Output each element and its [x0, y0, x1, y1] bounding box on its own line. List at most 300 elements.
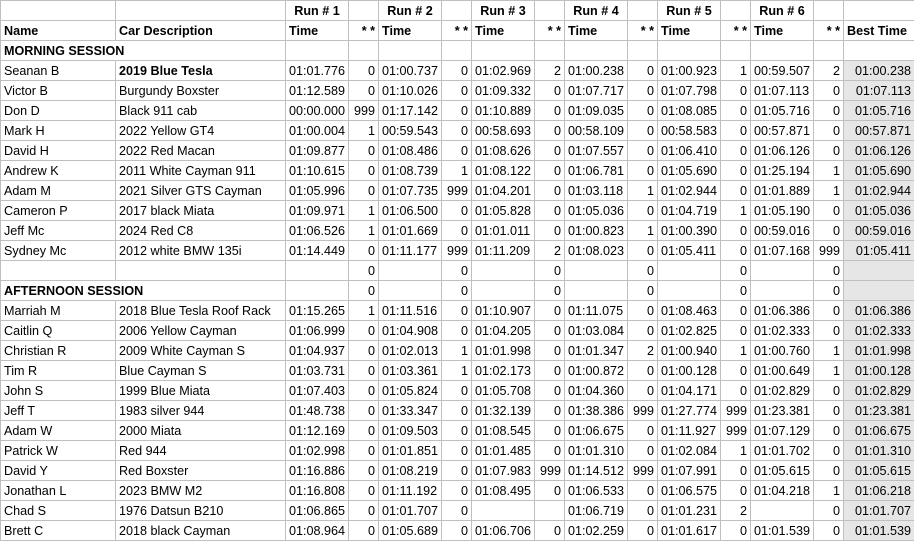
best-time[interactable]: 01:02.944 [844, 181, 914, 201]
car-description[interactable]: 2000 Miata [116, 421, 286, 441]
run-cones[interactable]: 1 [349, 301, 379, 321]
run-cones[interactable]: 0 [535, 261, 565, 281]
run-time[interactable]: 00:58.583 [658, 121, 721, 141]
run-time[interactable] [472, 501, 535, 521]
run-time[interactable]: 01:08.463 [658, 301, 721, 321]
run-time[interactable]: 01:05.708 [472, 381, 535, 401]
run-time[interactable]: 01:08.495 [472, 481, 535, 501]
run-time[interactable]: 01:05.828 [472, 201, 535, 221]
run-time[interactable]: 01:01.347 [565, 341, 628, 361]
run-time[interactable]: 00:59.507 [751, 61, 814, 81]
column-header-car[interactable]: Car Description [116, 21, 286, 41]
column-header-cones[interactable]: * * [442, 21, 472, 41]
run-cones[interactable]: 1 [628, 181, 658, 201]
run-cones[interactable]: 0 [442, 61, 472, 81]
run-time[interactable]: 01:07.798 [658, 81, 721, 101]
run-cones[interactable]: 0 [721, 141, 751, 161]
run-cones[interactable]: 0 [721, 161, 751, 181]
run-cones[interactable]: 0 [814, 121, 844, 141]
run-cones[interactable]: 1 [814, 161, 844, 181]
run-cones[interactable]: 2 [535, 241, 565, 261]
run-cones[interactable]: 0 [814, 281, 844, 301]
car-description[interactable]: Red Boxster [116, 461, 286, 481]
run-time[interactable]: 01:12.589 [286, 81, 349, 101]
run-time[interactable]: 01:00.238 [565, 61, 628, 81]
run-time[interactable]: 01:05.036 [565, 201, 628, 221]
car-description[interactable]: 2011 White Cayman 911 [116, 161, 286, 181]
run-cones[interactable]: 999 [721, 421, 751, 441]
run-cones[interactable]: 0 [721, 261, 751, 281]
best-time[interactable]: 01:01.707 [844, 501, 914, 521]
run-time[interactable]: 01:01.707 [379, 501, 442, 521]
run-time[interactable]: 01:01.617 [658, 521, 721, 541]
best-time[interactable]: 01:05.690 [844, 161, 914, 181]
column-header-time[interactable]: Time [658, 21, 721, 41]
run-cones[interactable]: 0 [442, 501, 472, 521]
run-time[interactable]: 01:01.998 [472, 341, 535, 361]
run-cones[interactable]: 0 [349, 381, 379, 401]
run-time[interactable]: 00:00.000 [286, 101, 349, 121]
run-cones[interactable]: 0 [535, 361, 565, 381]
best-time[interactable]: 01:00.238 [844, 61, 914, 81]
column-header-cones[interactable]: * * [535, 21, 565, 41]
run-time[interactable]: 01:04.171 [658, 381, 721, 401]
run-cones[interactable] [535, 501, 565, 521]
run-time[interactable]: 01:33.347 [379, 401, 442, 421]
run-cones[interactable]: 999 [721, 401, 751, 421]
best-time[interactable]: 01:23.381 [844, 401, 914, 421]
run-time[interactable]: 01:10.615 [286, 161, 349, 181]
run-cones[interactable]: 0 [721, 521, 751, 541]
run-cones[interactable]: 0 [349, 61, 379, 81]
run-time[interactable]: 01:05.615 [751, 461, 814, 481]
run-cones[interactable]: 999 [442, 241, 472, 261]
column-header-cones[interactable]: * * [349, 21, 379, 41]
car-description[interactable]: 2023 BMW M2 [116, 481, 286, 501]
run-cones[interactable]: 0 [721, 381, 751, 401]
run-cones[interactable]: 0 [814, 101, 844, 121]
run-cones[interactable]: 0 [628, 101, 658, 121]
column-header-cones[interactable]: * * [814, 21, 844, 41]
run-time[interactable]: 01:00.823 [565, 221, 628, 241]
run-cones[interactable]: 0 [442, 321, 472, 341]
run-cones[interactable]: 0 [814, 301, 844, 321]
run-time[interactable]: 01:04.908 [379, 321, 442, 341]
run-cones[interactable]: 0 [442, 381, 472, 401]
car-description[interactable]: 2009 White Cayman S [116, 341, 286, 361]
run-cones[interactable]: 0 [814, 221, 844, 241]
run-cones[interactable]: 0 [349, 421, 379, 441]
run-time[interactable]: 01:05.411 [658, 241, 721, 261]
run-time[interactable]: 01:08.626 [472, 141, 535, 161]
driver-name[interactable]: Marriah M [1, 301, 116, 321]
run-header[interactable]: Run # 1 [286, 1, 349, 21]
driver-name[interactable]: Don D [1, 101, 116, 121]
run-cones[interactable]: 0 [349, 501, 379, 521]
run-time[interactable]: 00:57.871 [751, 121, 814, 141]
run-time[interactable]: 01:00.940 [658, 341, 721, 361]
run-cones[interactable]: 0 [349, 281, 379, 301]
run-time[interactable]: 01:01.485 [472, 441, 535, 461]
run-time[interactable]: 01:02.969 [472, 61, 535, 81]
run-time[interactable]: 01:06.675 [565, 421, 628, 441]
best-time[interactable]: 01:01.539 [844, 521, 914, 541]
run-time[interactable]: 01:01.310 [565, 441, 628, 461]
run-cones[interactable]: 0 [721, 181, 751, 201]
driver-name[interactable]: Victor B [1, 81, 116, 101]
run-cones[interactable]: 0 [349, 481, 379, 501]
run-header[interactable]: Run # 5 [658, 1, 721, 21]
run-time[interactable]: 01:27.774 [658, 401, 721, 421]
run-time[interactable]: 01:05.190 [751, 201, 814, 221]
run-time[interactable]: 01:02.829 [751, 381, 814, 401]
column-header-time[interactable]: Time [286, 21, 349, 41]
run-cones[interactable]: 0 [628, 261, 658, 281]
run-time[interactable]: 01:06.126 [751, 141, 814, 161]
run-cones[interactable]: 0 [721, 81, 751, 101]
run-time[interactable]: 01:05.996 [286, 181, 349, 201]
run-cones[interactable]: 0 [442, 261, 472, 281]
run-time[interactable]: 01:07.129 [751, 421, 814, 441]
run-time[interactable]: 01:00.737 [379, 61, 442, 81]
best-time[interactable]: 01:05.716 [844, 101, 914, 121]
car-description[interactable]: 1999 Blue Miata [116, 381, 286, 401]
best-time[interactable]: 01:06.675 [844, 421, 914, 441]
run-cones[interactable]: 1 [814, 181, 844, 201]
run-time[interactable]: 01:38.386 [565, 401, 628, 421]
car-description[interactable]: 2024 Red C8 [116, 221, 286, 241]
run-time[interactable]: 01:00.004 [286, 121, 349, 141]
best-time[interactable]: 01:05.036 [844, 201, 914, 221]
run-cones[interactable]: 0 [628, 501, 658, 521]
run-cones[interactable]: 0 [628, 481, 658, 501]
run-cones[interactable]: 0 [535, 141, 565, 161]
column-header-time[interactable]: Time [379, 21, 442, 41]
run-time[interactable]: 01:06.781 [565, 161, 628, 181]
run-cones[interactable]: 1 [349, 121, 379, 141]
run-cones[interactable]: 0 [814, 201, 844, 221]
run-cones[interactable]: 0 [442, 421, 472, 441]
run-time[interactable]: 01:11.192 [379, 481, 442, 501]
run-cones[interactable]: 0 [628, 301, 658, 321]
run-cones[interactable]: 0 [349, 441, 379, 461]
run-time[interactable]: 00:58.693 [472, 121, 535, 141]
car-description[interactable]: 2012 white BMW 135i [116, 241, 286, 261]
run-time[interactable]: 01:02.084 [658, 441, 721, 461]
run-time[interactable]: 01:48.738 [286, 401, 349, 421]
run-header[interactable]: Run # 6 [751, 1, 814, 21]
run-cones[interactable]: 0 [721, 121, 751, 141]
run-cones[interactable]: 0 [349, 321, 379, 341]
run-cones[interactable]: 0 [535, 481, 565, 501]
run-cones[interactable]: 0 [628, 61, 658, 81]
best-time[interactable]: 01:07.113 [844, 81, 914, 101]
run-cones[interactable]: 0 [814, 141, 844, 161]
run-time[interactable]: 00:58.109 [565, 121, 628, 141]
run-cones[interactable]: 0 [535, 341, 565, 361]
run-time[interactable]: 01:15.265 [286, 301, 349, 321]
run-cones[interactable]: 1 [814, 341, 844, 361]
driver-name[interactable]: Adam M [1, 181, 116, 201]
run-cones[interactable]: 0 [535, 181, 565, 201]
run-header[interactable]: Run # 2 [379, 1, 442, 21]
car-description[interactable]: 1983 silver 944 [116, 401, 286, 421]
run-time[interactable]: 01:00.923 [658, 61, 721, 81]
run-time[interactable]: 01:07.991 [658, 461, 721, 481]
run-time[interactable]: 01:06.386 [751, 301, 814, 321]
run-cones[interactable]: 0 [814, 381, 844, 401]
run-time[interactable]: 01:09.503 [379, 421, 442, 441]
run-cones[interactable]: 2 [814, 61, 844, 81]
best-time[interactable]: 01:06.126 [844, 141, 914, 161]
run-time[interactable]: 01:06.706 [472, 521, 535, 541]
best-time[interactable]: 01:06.386 [844, 301, 914, 321]
run-time[interactable]: 00:59.016 [751, 221, 814, 241]
column-header-time[interactable]: Time [565, 21, 628, 41]
run-cones[interactable]: 0 [814, 421, 844, 441]
run-cones[interactable]: 0 [814, 521, 844, 541]
run-cones[interactable]: 0 [442, 521, 472, 541]
column-header-time[interactable]: Time [472, 21, 535, 41]
run-cones[interactable]: 999 [628, 461, 658, 481]
run-cones[interactable]: 0 [535, 441, 565, 461]
driver-name[interactable]: Brett C [1, 521, 116, 541]
run-time[interactable]: 01:09.877 [286, 141, 349, 161]
run-time[interactable]: 01:00.760 [751, 341, 814, 361]
run-time[interactable]: 01:04.205 [472, 321, 535, 341]
run-time[interactable]: 01:01.851 [379, 441, 442, 461]
run-time[interactable]: 01:00.390 [658, 221, 721, 241]
run-cones[interactable]: 0 [535, 401, 565, 421]
run-time[interactable]: 01:07.717 [565, 81, 628, 101]
column-header-cones[interactable]: * * [628, 21, 658, 41]
run-cones[interactable]: 0 [535, 521, 565, 541]
column-header-best[interactable]: Best Time [844, 21, 914, 41]
run-cones[interactable]: 0 [349, 401, 379, 421]
car-description[interactable]: 2006 Yellow Cayman [116, 321, 286, 341]
run-time[interactable]: 01:06.500 [379, 201, 442, 221]
best-time[interactable]: 01:06.218 [844, 481, 914, 501]
run-cones[interactable]: 0 [535, 161, 565, 181]
best-time[interactable]: 00:59.016 [844, 221, 914, 241]
column-header-name[interactable]: Name [1, 21, 116, 41]
run-cones[interactable]: 0 [442, 401, 472, 421]
best-time[interactable]: 01:05.411 [844, 241, 914, 261]
run-time[interactable]: 01:03.118 [565, 181, 628, 201]
run-cones[interactable]: 999 [442, 181, 472, 201]
run-time[interactable]: 01:06.526 [286, 221, 349, 241]
run-time[interactable]: 01:32.139 [472, 401, 535, 421]
run-cones[interactable]: 0 [442, 481, 472, 501]
run-time[interactable]: 01:11.075 [565, 301, 628, 321]
driver-name[interactable]: Cameron P [1, 201, 116, 221]
run-cones[interactable]: 0 [814, 401, 844, 421]
car-description[interactable]: 2021 Silver GTS Cayman [116, 181, 286, 201]
run-cones[interactable]: 0 [814, 261, 844, 281]
run-time[interactable]: 01:11.516 [379, 301, 442, 321]
run-cones[interactable]: 0 [442, 301, 472, 321]
run-time[interactable]: 01:09.035 [565, 101, 628, 121]
driver-name[interactable]: Caitlin Q [1, 321, 116, 341]
run-time[interactable]: 01:05.716 [751, 101, 814, 121]
run-time[interactable]: 01:08.122 [472, 161, 535, 181]
best-time[interactable]: 01:00.128 [844, 361, 914, 381]
run-cones[interactable]: 0 [535, 281, 565, 301]
driver-name[interactable]: Tim R [1, 361, 116, 381]
run-time[interactable]: 01:01.889 [751, 181, 814, 201]
car-description[interactable]: Burgundy Boxster [116, 81, 286, 101]
best-time[interactable]: 01:02.829 [844, 381, 914, 401]
run-cones[interactable]: 0 [442, 141, 472, 161]
run-time[interactable]: 01:02.173 [472, 361, 535, 381]
run-time[interactable]: 01:03.084 [565, 321, 628, 341]
run-cones[interactable]: 0 [442, 81, 472, 101]
driver-name[interactable]: Sydney Mc [1, 241, 116, 261]
driver-name[interactable]: David Y [1, 461, 116, 481]
run-header[interactable]: Run # 3 [472, 1, 535, 21]
run-cones[interactable]: 0 [628, 241, 658, 261]
run-cones[interactable]: 0 [535, 421, 565, 441]
run-time[interactable]: 01:06.865 [286, 501, 349, 521]
run-cones[interactable]: 2 [535, 61, 565, 81]
run-time[interactable]: 01:08.023 [565, 241, 628, 261]
run-cones[interactable]: 1 [721, 201, 751, 221]
driver-name[interactable]: Andrew K [1, 161, 116, 181]
run-cones[interactable]: 0 [628, 281, 658, 301]
run-cones[interactable]: 0 [349, 81, 379, 101]
car-description[interactable]: 1976 Datsun B210 [116, 501, 286, 521]
run-cones[interactable]: 1 [442, 341, 472, 361]
run-cones[interactable]: 999 [628, 401, 658, 421]
run-cones[interactable]: 0 [442, 101, 472, 121]
driver-name[interactable]: Adam W [1, 421, 116, 441]
run-cones[interactable]: 0 [721, 281, 751, 301]
run-time[interactable]: 01:06.410 [658, 141, 721, 161]
run-cones[interactable]: 0 [628, 441, 658, 461]
run-time[interactable]: 01:01.539 [751, 521, 814, 541]
run-time[interactable]: 01:06.575 [658, 481, 721, 501]
run-cones[interactable]: 1 [442, 161, 472, 181]
run-time[interactable]: 01:01.669 [379, 221, 442, 241]
run-time[interactable]: 01:08.545 [472, 421, 535, 441]
run-cones[interactable]: 999 [535, 461, 565, 481]
run-cones[interactable]: 0 [721, 221, 751, 241]
run-time[interactable]: 01:08.085 [658, 101, 721, 121]
car-description[interactable]: 2018 Blue Tesla Roof Rack [116, 301, 286, 321]
run-cones[interactable]: 0 [535, 221, 565, 241]
car-description[interactable]: 2022 Red Macan [116, 141, 286, 161]
run-time[interactable]: 01:08.739 [379, 161, 442, 181]
run-cones[interactable]: 0 [628, 421, 658, 441]
run-time[interactable]: 01:03.731 [286, 361, 349, 381]
run-time[interactable]: 01:02.998 [286, 441, 349, 461]
run-cones[interactable]: 0 [349, 261, 379, 281]
run-cones[interactable]: 0 [349, 241, 379, 261]
run-time[interactable]: 01:08.486 [379, 141, 442, 161]
run-cones[interactable]: 0 [442, 461, 472, 481]
run-time[interactable]: 01:01.231 [658, 501, 721, 521]
column-header-time[interactable]: Time [751, 21, 814, 41]
run-time[interactable]: 01:01.776 [286, 61, 349, 81]
run-time[interactable]: 01:04.719 [658, 201, 721, 221]
run-cones[interactable]: 0 [349, 141, 379, 161]
run-time[interactable]: 01:04.360 [565, 381, 628, 401]
car-description[interactable]: Black 911 cab [116, 101, 286, 121]
run-time[interactable]: 01:05.689 [379, 521, 442, 541]
driver-name[interactable]: Jonathan L [1, 481, 116, 501]
car-description[interactable]: 2018 black Cayman [116, 521, 286, 541]
run-cones[interactable]: 0 [721, 241, 751, 261]
run-cones[interactable]: 0 [349, 461, 379, 481]
run-cones[interactable]: 0 [814, 461, 844, 481]
run-cones[interactable]: 0 [628, 381, 658, 401]
run-time[interactable]: 01:02.825 [658, 321, 721, 341]
run-time[interactable]: 01:09.971 [286, 201, 349, 221]
driver-name[interactable]: David H [1, 141, 116, 161]
driver-name[interactable]: Chad S [1, 501, 116, 521]
run-cones[interactable]: 0 [442, 121, 472, 141]
run-time[interactable]: 01:05.824 [379, 381, 442, 401]
run-time[interactable]: 01:11.927 [658, 421, 721, 441]
run-cones[interactable]: 1 [721, 441, 751, 461]
run-time[interactable]: 01:11.209 [472, 241, 535, 261]
run-cones[interactable]: 0 [814, 441, 844, 461]
driver-name[interactable]: Mark H [1, 121, 116, 141]
run-cones[interactable]: 0 [721, 461, 751, 481]
run-cones[interactable]: 1 [349, 221, 379, 241]
run-time[interactable]: 01:08.964 [286, 521, 349, 541]
run-time[interactable]: 01:16.808 [286, 481, 349, 501]
run-cones[interactable]: 0 [535, 101, 565, 121]
run-cones[interactable]: 0 [349, 521, 379, 541]
run-cones[interactable]: 0 [535, 81, 565, 101]
run-cones[interactable]: 0 [721, 321, 751, 341]
run-cones[interactable]: 0 [349, 181, 379, 201]
run-cones[interactable]: 0 [628, 141, 658, 161]
run-cones[interactable]: 0 [535, 201, 565, 221]
run-time[interactable]: 01:09.332 [472, 81, 535, 101]
run-cones[interactable]: 0 [535, 321, 565, 341]
driver-name[interactable]: Christian R [1, 341, 116, 361]
run-cones[interactable]: 2 [721, 501, 751, 521]
run-time[interactable]: 01:02.013 [379, 341, 442, 361]
best-time[interactable]: 01:02.333 [844, 321, 914, 341]
run-time[interactable]: 01:23.381 [751, 401, 814, 421]
run-cones[interactable]: 0 [349, 341, 379, 361]
run-cones[interactable]: 0 [721, 301, 751, 321]
run-cones[interactable]: 0 [628, 121, 658, 141]
run-time[interactable]: 01:10.889 [472, 101, 535, 121]
run-cones[interactable]: 1 [814, 361, 844, 381]
driver-name[interactable]: Jeff Mc [1, 221, 116, 241]
run-cones[interactable]: 0 [349, 161, 379, 181]
run-time[interactable]: 01:06.533 [565, 481, 628, 501]
driver-name[interactable]: Patrick W [1, 441, 116, 461]
run-cones[interactable]: 1 [442, 361, 472, 381]
run-time[interactable]: 01:06.719 [565, 501, 628, 521]
run-time[interactable]: 01:12.169 [286, 421, 349, 441]
run-cones[interactable]: 0 [442, 221, 472, 241]
run-time[interactable]: 01:07.557 [565, 141, 628, 161]
driver-name[interactable]: Jeff T [1, 401, 116, 421]
run-time[interactable]: 01:10.026 [379, 81, 442, 101]
run-cones[interactable]: 1 [721, 61, 751, 81]
run-time[interactable]: 00:59.543 [379, 121, 442, 141]
run-cones[interactable]: 999 [349, 101, 379, 121]
run-time[interactable]: 01:08.219 [379, 461, 442, 481]
run-time[interactable]: 01:00.872 [565, 361, 628, 381]
run-cones[interactable]: 0 [814, 81, 844, 101]
